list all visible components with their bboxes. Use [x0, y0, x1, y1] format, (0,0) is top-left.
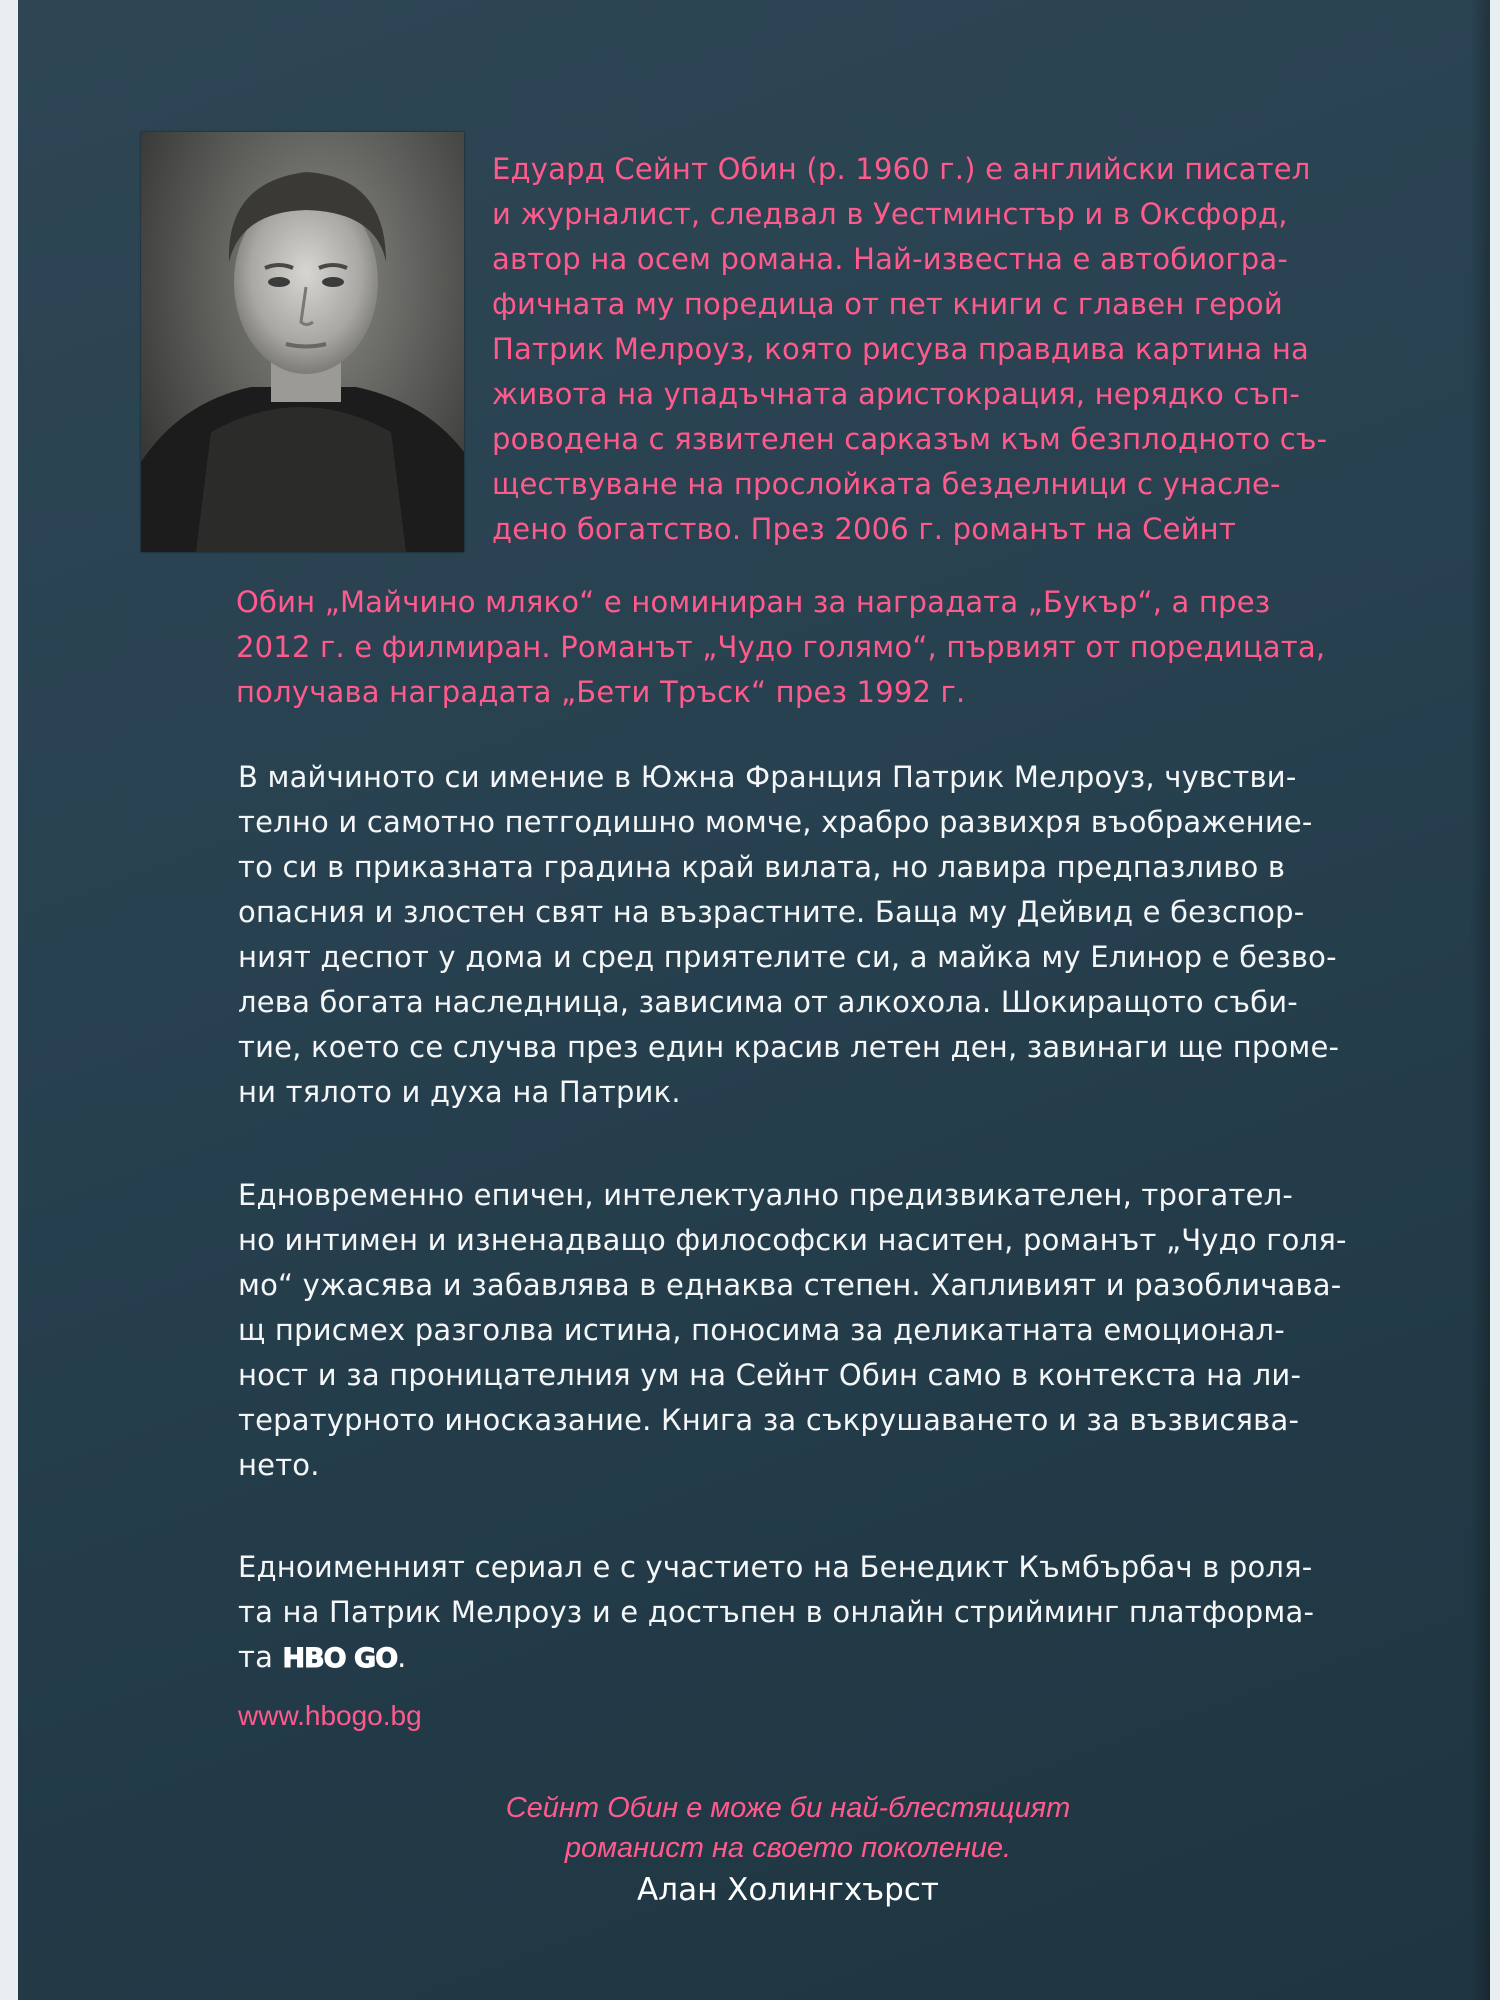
review-line: щ присмех разголва истина, поносима за деликатната емоционал- [238, 1313, 1285, 1347]
author-portrait-image [141, 132, 464, 552]
quote-line: Сейнт Обин е може би най-блестящият [505, 1792, 1071, 1824]
synopsis-line: ни тялото и духа на Патрик. [238, 1075, 681, 1109]
synopsis-line: лева богата наследница, зависима от алкохола. Шокиращото съби- [238, 985, 1298, 1019]
synopsis-line: В майчиното си имение в Южна Франция Патрик Мелроуз, чувстви- [238, 760, 1297, 794]
quote-author: Алан Холингхърст [637, 1872, 939, 1908]
review-line: Едновременно епичен, интелектуално предизвикателен, трогател- [238, 1178, 1294, 1212]
bio-line: 2012 г. е филмиран. Романът „Чудо голямо“, първият от поредицата, [236, 630, 1326, 664]
author-photo [141, 132, 464, 552]
synopsis-line: то си в приказната градина край вилата, но лавира предпазливо в [238, 850, 1286, 884]
bio-line: Патрик Мелроуз, която рисува правдива картина на [492, 332, 1309, 366]
series-note-line: та на Патрик Мелроуз и е достъпен в онлайн стрийминг платформа- [238, 1595, 1315, 1629]
review-line: ност и за проницателния ум на Сейнт Обин само в контекста на ли- [238, 1358, 1302, 1392]
bio-line: получава наградата „Бети Тръск“ през 1992 г. [236, 675, 966, 709]
synopsis-line: опасния и злостен свят на възрастните. Баща му Дейвид е безспор- [238, 895, 1305, 929]
bio-line: ществуване на прослойката безделници с унасле- [492, 467, 1281, 501]
bio-line: автор на осем романа. Най-известна е автобиогра- [492, 242, 1289, 276]
synopsis-line: тие, което се случва през един красив летен ден, завинаги ще проме- [238, 1030, 1340, 1064]
quote-line: романист на своето поколение. [564, 1832, 1012, 1864]
review-line: но интимен и изненадващо философски наситен, романът „Чудо голя- [238, 1223, 1347, 1257]
series-note-suffix: . [397, 1640, 407, 1674]
website-link[interactable]: www.hbogo.bg [238, 1700, 422, 1731]
bio-line: Обин „Майчино мляко“ е номиниран за наградата „Букър“, а през [236, 585, 1271, 619]
series-note-line: Едноименният сериал е с участието на Бенедикт Къмбърбач в роля- [238, 1550, 1313, 1584]
bio-line: роводена с язвителен сарказъм към безплодното съ- [492, 422, 1328, 456]
bio-line: и журналист, следвал в Уестминстър и в Оксфорд, [492, 197, 1288, 231]
bio-line: фичната му поредица от пет книги с главен герой [492, 287, 1283, 321]
synopsis-line: ният деспот у дома и сред приятелите си, а майка му Елинор е безво- [238, 940, 1337, 974]
series-note-prefix: та [238, 1640, 274, 1674]
bio-line: живота на упадъчната аристокрация, нерядко съп- [492, 377, 1301, 411]
bio-line: дено богатство. През 2006 г. романът на Сейнт [492, 512, 1236, 546]
bio-line: Едуард Сейнт Обин (р. 1960 г.) е английски писател [492, 152, 1311, 186]
review-line: мо“ ужасява и забавлява в еднаква степен. Хапливият и разобличава- [238, 1268, 1342, 1302]
synopsis-line: телно и самотно петгодишно момче, храбро развихря въображение- [238, 805, 1313, 839]
hbo-go-logo: HBO GO [282, 1643, 398, 1674]
review-line: тературното иносказание. Книга за съкрушаването и за възвисява- [238, 1403, 1300, 1437]
review-line: нето. [238, 1448, 320, 1482]
book-back-cover [18, 0, 1490, 2000]
series-note-last-line [238, 1640, 407, 1674]
